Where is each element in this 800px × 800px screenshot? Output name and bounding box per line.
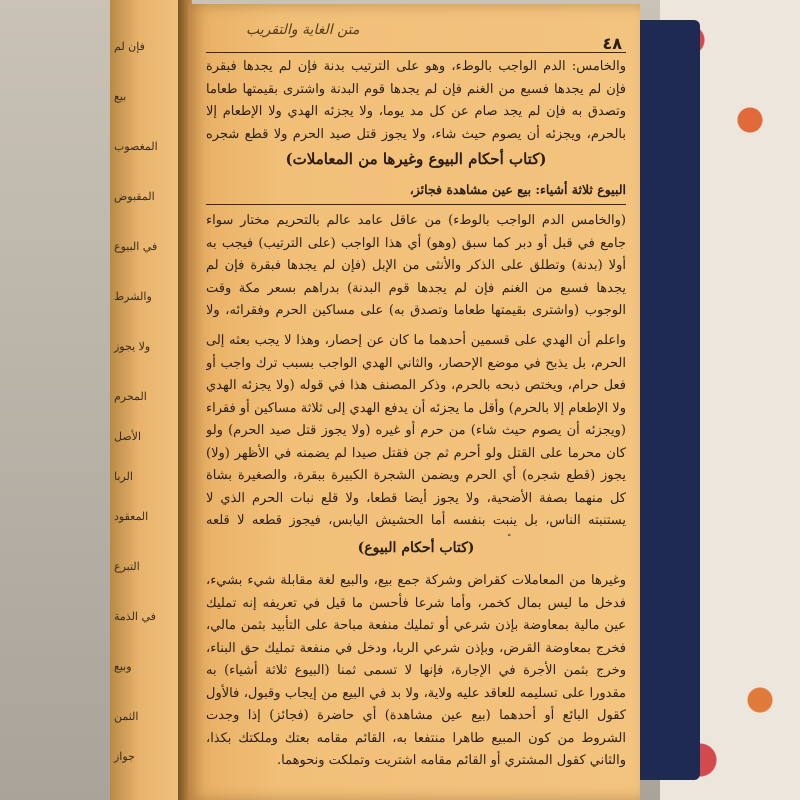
commentary-paragraph: وغيرها من المعاملات كقراض وشركة جمع بيع، والبيع لغة مقابلة شيء بشيء، فدخل ما ليس بمال كخمر، وأما شرعا فأحسن ما قيل في تعريفه إنه تمليك عين مالية بمعاوضة بإذن شرعي أو تمليك منفعة مباحة على التأبيد بثمن مالي، فخرج بمعاوضة القرض، وبإذن شرعي الربا، ودخل في منفعة تمليك حق البناء، وخرج بثمن الأجرة في الإجارة، فإنها لا تسمى ثمنا (البيوع ثلاثة أشياء) به مقدورا على تسليمه للعاقد عليه ولاية، ولا بد في البيع من إيجاب وقبول، فالأول كقول البائع أو أحدهما (بيع عين مشاهدة) أي حاضرة (فجائز) إذا وجدت الشروط من كون المبيع طاهرا منتفعا به، القائم مقامه بعتك وملكتك بكذا، والثاني كقول المشتري أو القائم مقامه اشتريت وتملكت ونحوهما. — [206, 573, 626, 768]
chapter-title: (كتاب أحكام البيوع وغيرها من المعاملات) — [285, 150, 547, 168]
left-page-fragment: والشرط — [114, 290, 152, 303]
commentary-paragraph: واعلم أن الهدي على قسمين أحدهما ما كان عن إحصار، وهذا لا يجب بعثه إلى الحرم، بل يذبح في موضع الإحصار، والثاني الهدي الواجب بسبب ترك واجب أو فعل حرام، ويختص ذبحه بالحرم، وذكر المصنف هذا في قوله (ولا يجزئه الهدي ولا الإطعام إلا بالحرم) وأقل ما يجزئه أن يدفع الهدي إلى ثلاثة مساكين أو فقراء (ويجزئه أن يصوم حيث شاء) من حرم أو غيره (ولا يجوز قتل صيد الحرم) ولو كان محرما على القتل ولو أحرم ثم جن فقتل صيدا لم يضمنه في الأظهر (ولا) يجوز (قطع شجره) أي الحرم ويضمن الشجرة الكبيرة ببقرة، والصغيرة بشاة كل منهما بصفة الأضحية، ولا يجوز أيضا قطعا، ولا قلع نبات الحرم الذي لا يستنبته الناس، بل ينبت بنفسه أما الحشيش اليابس، فيجوز قطعه لا قلعه — [206, 333, 626, 528]
header-rule — [206, 52, 626, 53]
left-page-fragment: المغصوب — [114, 140, 158, 153]
section-rule — [206, 204, 626, 205]
left-page-fragment: وبيع — [114, 660, 132, 673]
left-page-fragment: بيع — [114, 90, 127, 103]
left-page-fragment: ولا يجوز — [114, 340, 151, 353]
left-page-fragment: في البيوع — [114, 240, 158, 253]
matn-paragraph: والخامس: الدم الواجب بالوطء، وهو على الترتيب بدنة فإن لم يجدها فبقرة فإن لم يجدها فسبع من الغنم فإن لم يجدها قوم البدنة واشترى بقيمتها طعاما وتصدق به فإن لم يجد صام عن كل مد يوما، ولا يجزئه الهدي ولا الإطعام إلا بالحرم، ويجزئه أن يصوم حيث شاء، ولا يجوز قتل صيد الحرم ولا قطع شجره — [206, 59, 626, 142]
commentary-paragraph: (والخامس الدم الواجب بالوطء) من عاقل عامد عالم بالتحريم مختار سواء جامع في قبل أو دبر كما سبق (وهو) أي هذا الواجب (على الترتيب) فيجب به أولا (بدنة) وتطلق على الذكر والأنثى من الإبل (فإن لم يجدها فبقرة فإن لم يجدها فسبع من الغنم فإن لم يجدها قوم البدنة) بدراهم بسعر مكة وقت الوجوب (واشترى بقيمتها طعاما وتصدق به) على مساكين الحرم وفقرائه، ولا — [206, 213, 626, 318]
left-page-fragment: التبرع — [114, 560, 140, 573]
left-page-fragment: الربا — [114, 470, 133, 483]
matn-note: البيوع ثلاثة أشياء: بيع عين مشاهدة فجائز، — [409, 182, 626, 197]
left-page-fragment: المعقود — [114, 510, 149, 523]
page-number: ٤٨ — [602, 34, 622, 53]
subchapter-title: (كتاب أحكام البيوع) — [357, 540, 475, 556]
left-page-fragment: المقبوض — [114, 190, 155, 203]
left-page-fragment: في الذمة — [114, 610, 156, 623]
left-page-fragment: جواز — [114, 750, 135, 763]
book-cover-edge — [640, 20, 700, 780]
page-header — [206, 16, 626, 53]
left-page-fragment: الثمن — [114, 710, 139, 723]
left-page-fragment: الأصل — [114, 430, 142, 443]
running-title: متن الغاية والتقريب — [246, 22, 360, 38]
page-content — [206, 10, 626, 800]
left-page-edge — [110, 0, 182, 800]
left-page-fragment: المحرم — [114, 390, 147, 403]
left-page-fragment: فإن لم — [114, 40, 145, 53]
